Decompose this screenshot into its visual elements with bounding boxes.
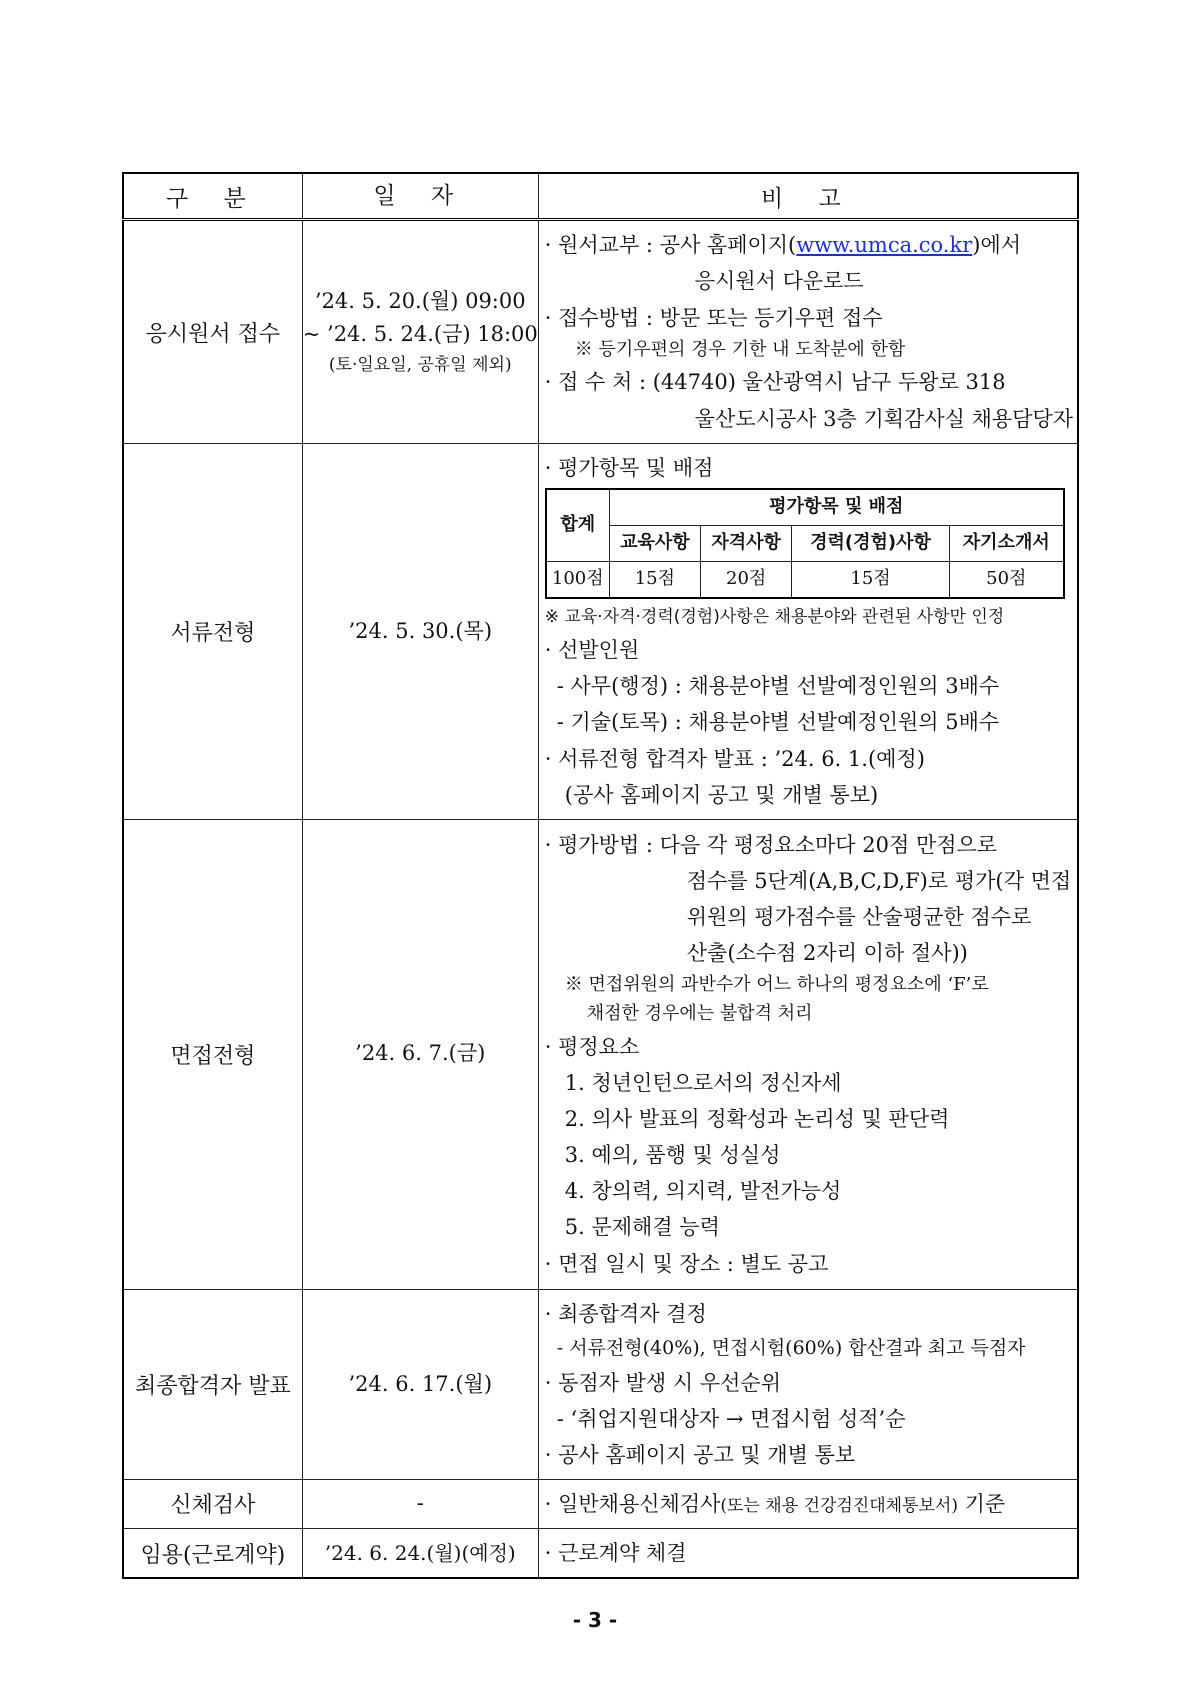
row-remarks [538, 819, 1078, 1289]
row-remarks [538, 444, 1078, 820]
score-value: 15점 [792, 562, 950, 598]
remark-line: · 평정요소 [544, 1034, 640, 1059]
remark-line [545, 1486, 1073, 1522]
remark-line: · 접 수 처 : (44740) 울산광역시 남구 두왕로 318 [544, 370, 1006, 395]
homepage-link[interactable]: www.umca.co.kr [796, 233, 973, 258]
score-col-header: 경력(경험)사항 [792, 526, 950, 562]
remark-line: - ‘취업지원대상자 → 면접시험 성적’순 [556, 1406, 906, 1431]
score-col-header: 교육사항 [609, 526, 700, 562]
header-category: 구 분 [123, 173, 302, 220]
date-note: (토·일요일, 공휴일 제외) [328, 355, 512, 375]
row-date [302, 220, 538, 444]
remark-line: · 동점자 발생 시 우선순위 [544, 1370, 781, 1395]
row-date: - [302, 1479, 538, 1528]
table-row-application [123, 220, 1078, 444]
remark-line: - 서류전형(40%), 면접시험(60%) 합산결과 최고 득점자 [556, 1336, 1026, 1359]
remark-line: · 접수방법 : 방문 또는 등기우편 접수 [544, 305, 883, 330]
score-total-header: 합계 [546, 489, 610, 561]
page-number: - 3 - [572, 1608, 618, 1632]
score-col-header: 자기소개서 [949, 526, 1063, 562]
score-value: 50점 [949, 562, 1063, 598]
remark-text: 기준 [957, 1491, 1006, 1516]
remark-text: )에서 [972, 233, 1022, 258]
row-label: 최종합격자 발표 [123, 1289, 302, 1479]
remark-note: ※ 등기우편의 경우 기한 내 도착분에 한함 [574, 338, 906, 360]
remark-note: 채점한 경우에는 불합격 처리 [586, 1003, 813, 1025]
score-total-value: 100점 [546, 562, 610, 598]
row-remarks [538, 1289, 1078, 1479]
remark-line: · 근로계약 체결 [544, 1540, 687, 1565]
remark-line: - 기술(토목) : 채용분야별 선발예정인원의 5배수 [556, 710, 1000, 735]
list-item: 4. 창의력, 의지력, 발전가능성 [564, 1179, 842, 1204]
table-row-employment [123, 1528, 1078, 1578]
remark-text-small: (또는 채용 건강검진대체통보서) [720, 1495, 958, 1516]
table-row-final [123, 1289, 1078, 1479]
remark-line: - 사무(행정) : 채용분야별 선발예정인원의 3배수 [556, 674, 1000, 699]
score-col-header: 자격사항 [701, 526, 792, 562]
row-remarks [538, 1479, 1078, 1528]
row-label: 면접전형 [123, 819, 302, 1289]
remark-line: 산출(소수점 2자리 이하 절사)) [686, 941, 968, 966]
remark-line: · 공사 홈페이지 공고 및 개별 통보 [544, 1442, 856, 1467]
remark-line: · 최종합격자 결정 [544, 1301, 707, 1326]
remark-line: · 선발인원 [544, 638, 640, 663]
list-item: 3. 예의, 품행 및 성실성 [564, 1143, 781, 1168]
list-item: 5. 문제해결 능력 [564, 1215, 720, 1240]
score-value: 15점 [609, 562, 700, 598]
list-item: 1. 청년인턴으로서의 정신자세 [564, 1070, 842, 1095]
remark-line: 응시원서 다운로드 [694, 269, 864, 294]
remark-line: 울산도시공사 3층 기획감사실 채용담당자 [694, 406, 1073, 431]
table-row-documents [123, 444, 1078, 820]
score-table [545, 488, 1065, 599]
schedule-table [122, 172, 1079, 1579]
remark-text: · 일반채용신체검사 [544, 1491, 721, 1516]
row-remarks [538, 220, 1078, 444]
row-label: 서류전형 [123, 444, 302, 820]
header-date: 일 자 [302, 173, 538, 220]
row-date: ’24. 6. 17.(월) [302, 1289, 538, 1479]
remark-line: (공사 홈페이지 공고 및 개별 통보) [564, 782, 879, 807]
row-remarks [538, 1528, 1078, 1578]
remark-line: · 평가항목 및 배점 [544, 456, 714, 480]
date-line: ~ ’24. 5. 24.(금) 18:00 [302, 322, 538, 347]
score-group-header: 평가항목 및 배점 [609, 489, 1064, 525]
remark-note: ※ 교육·자격·경력(경험)사항은 채용분야와 관련된 사항만 인정 [544, 606, 1005, 627]
remark-line: 점수를 5단계(A,B,C,D,F)로 평가(각 면접 [686, 868, 1072, 893]
table-header-row [123, 173, 1078, 220]
header-remarks: 비 고 [538, 173, 1078, 220]
row-label: 임용(근로계약) [123, 1528, 302, 1578]
row-label: 응시원서 접수 [123, 220, 302, 444]
row-date: ’24. 6. 7.(금) [302, 819, 538, 1289]
list-item: 2. 의사 발표의 정확성과 논리성 및 판단력 [564, 1107, 950, 1132]
remark-text: · 원서교부 : 공사 홈페이지( [544, 233, 797, 258]
remark-note: ※ 면접위원의 과반수가 어느 하나의 평정요소에 ‘F’로 [564, 974, 989, 996]
row-date: ’24. 6. 24.(월)(예정) [302, 1528, 538, 1578]
remark-line: · 면접 일시 및 장소 : 별도 공고 [544, 1251, 829, 1276]
remark-line: · 서류전형 합격자 발표 : ’24. 6. 1.(예정) [544, 746, 925, 771]
table-row-physical [123, 1479, 1078, 1528]
score-value: 20점 [701, 562, 792, 598]
row-date: ’24. 5. 30.(목) [302, 444, 538, 820]
remark-line: · 평가방법 : 다음 각 평정요소마다 20점 만점으로 [544, 832, 998, 857]
row-label: 신체검사 [123, 1479, 302, 1528]
remark-line: 위원의 평가점수를 산술평균한 점수로 [686, 905, 1032, 930]
date-line: ’24. 5. 20.(월) 09:00 [314, 288, 526, 313]
table-row-interview [123, 819, 1078, 1289]
remark-line [545, 227, 1073, 263]
